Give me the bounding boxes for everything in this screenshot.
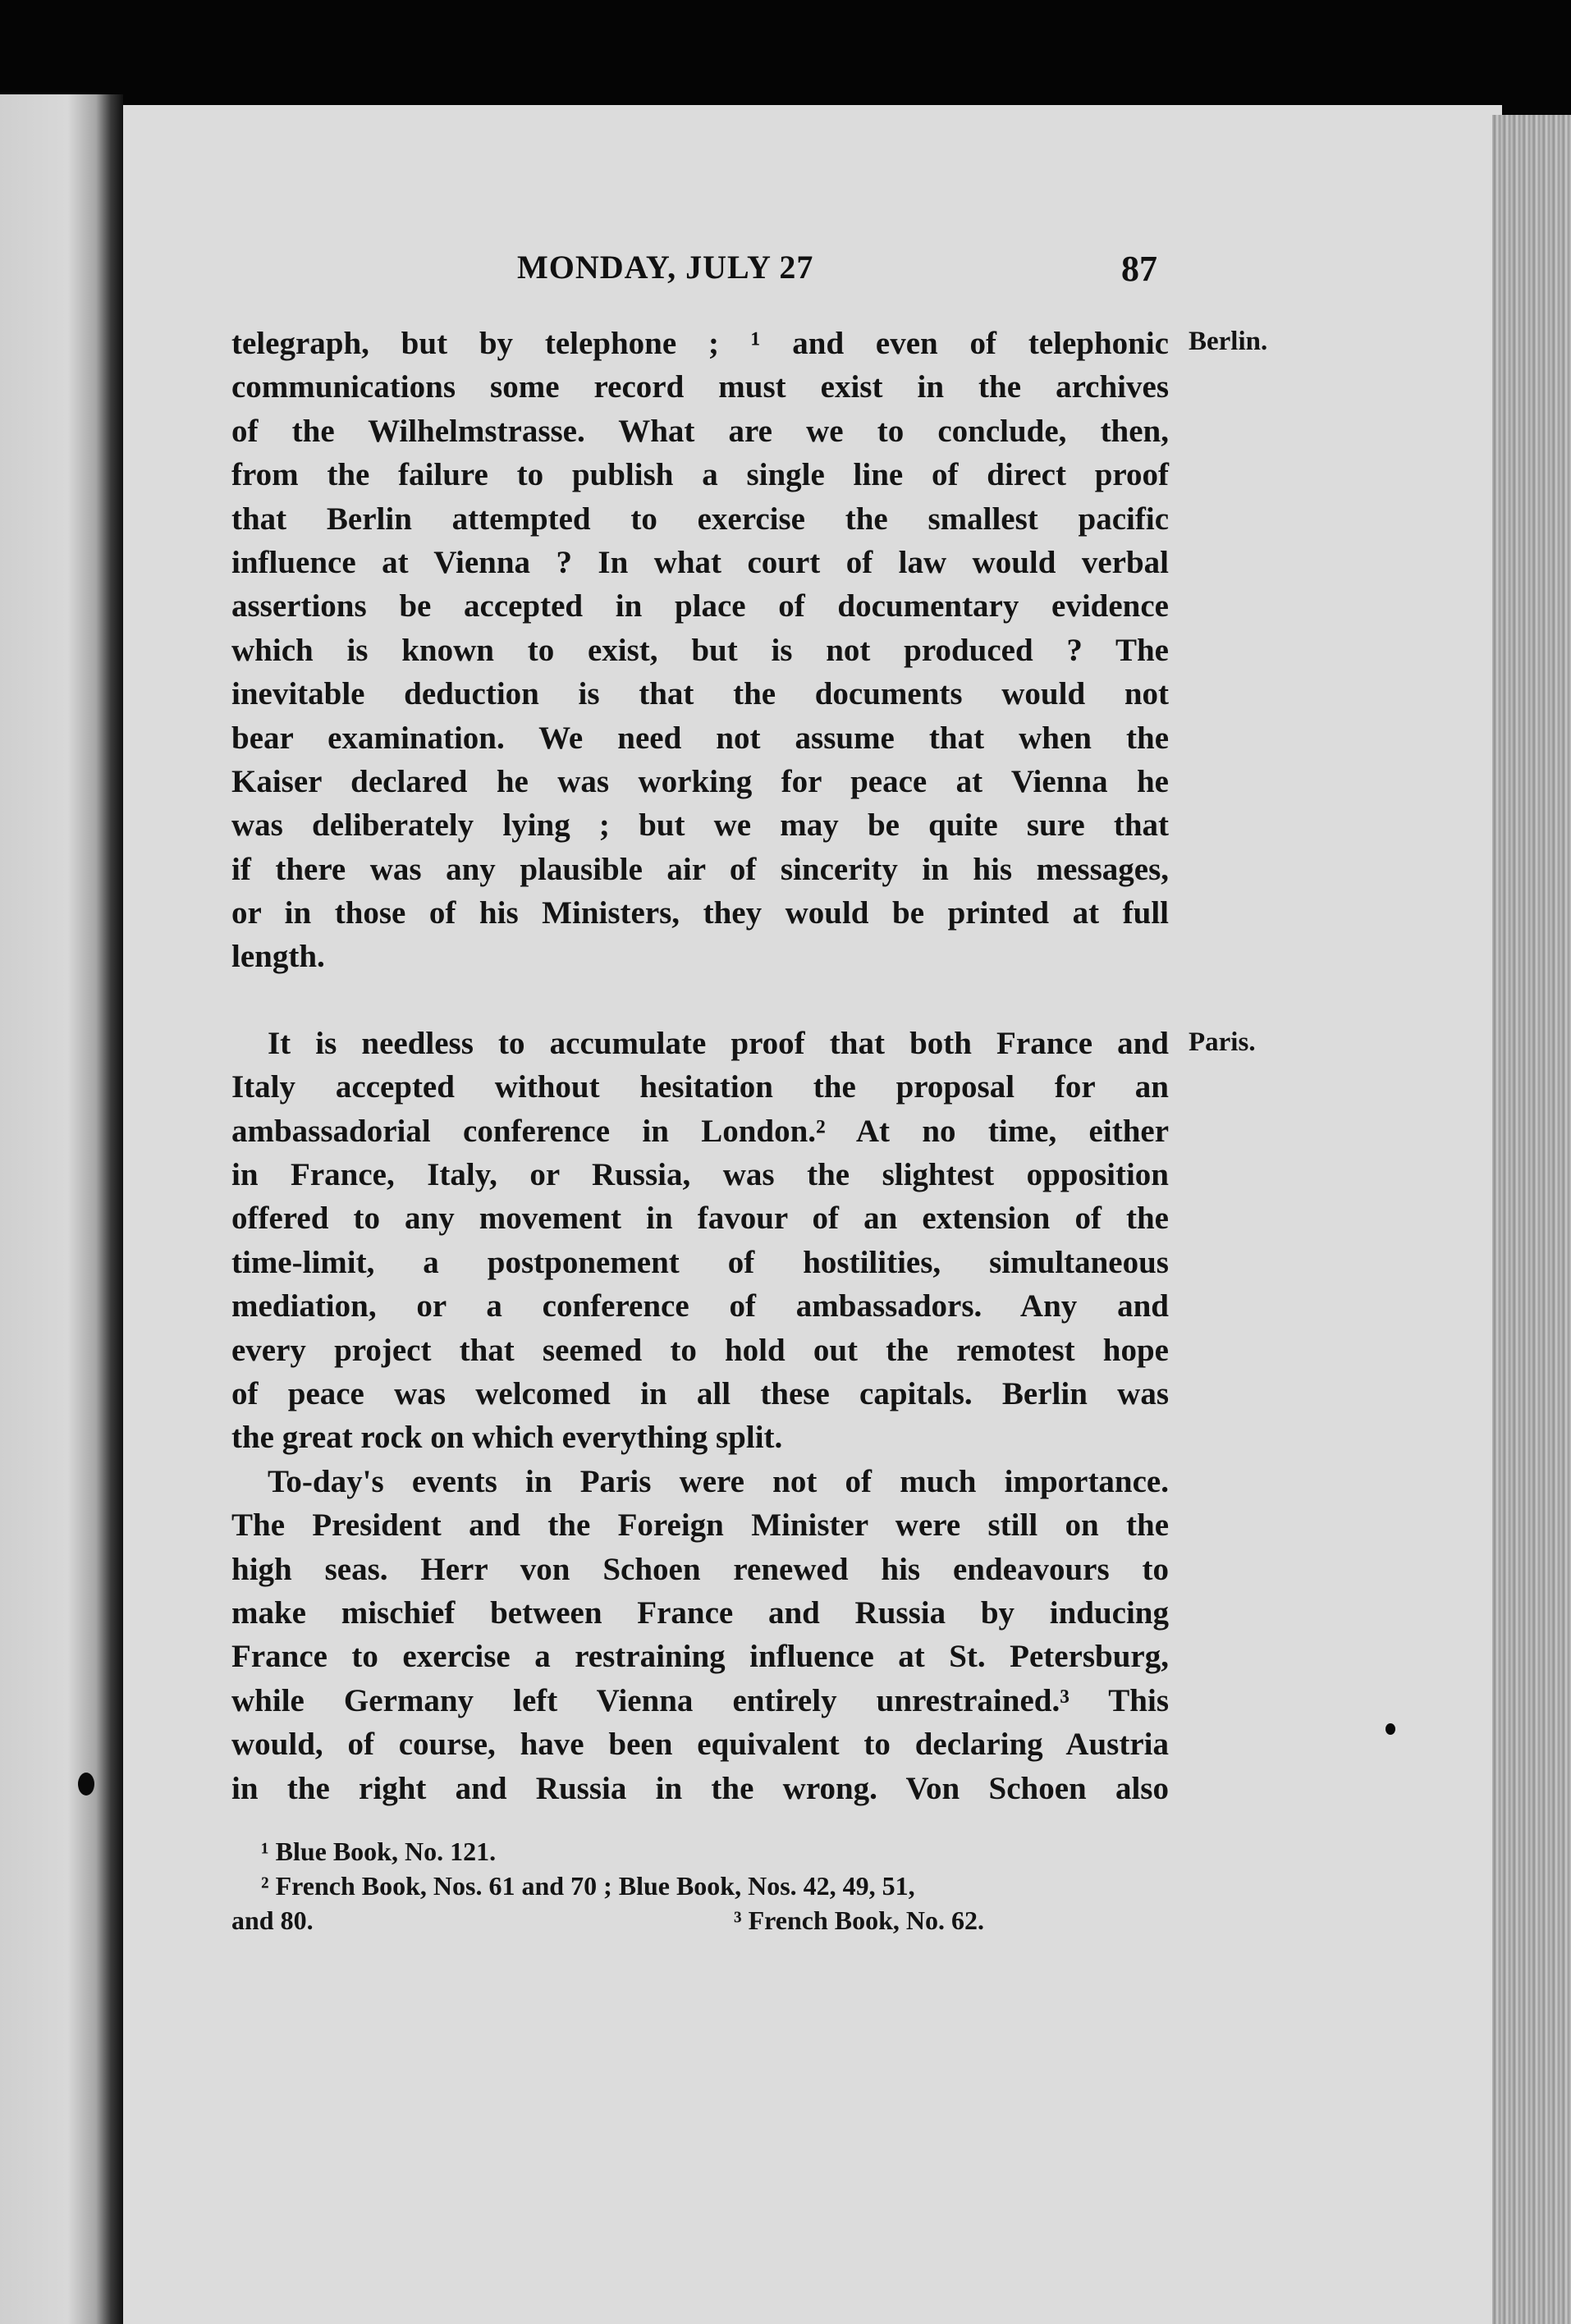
text-line: that Berlin attempted to exercise the smallest pacific (231, 501, 1169, 537)
footnote-row (231, 1903, 1122, 1937)
running-head (517, 248, 1157, 305)
text-line: bear examination. We need not assume that when the (231, 720, 1169, 756)
text-line: in France, Italy, or Russia, was the slightest opposition (231, 1157, 1169, 1193)
text-line: It is needless to accumulate proof that both France and (268, 1025, 1169, 1061)
text-line: in the right and Russia in the wrong. Von Schoen also (231, 1770, 1169, 1806)
paragraph-1 (231, 322, 1169, 979)
text-line: telegraph, but by telephone ; ¹ and even of telephonic (231, 326, 1169, 361)
text-line: high seas. Herr von Schoen renewed his endeavours to (231, 1551, 1169, 1587)
text-line: was deliberately lying ; but we may be quite sure that (231, 807, 1169, 844)
text-line: make mischief between France and Russia by inducing (231, 1594, 1169, 1631)
text-line: Kaiser declared he was working for peace at Vienna he (231, 763, 1169, 799)
left-page-edge (0, 94, 123, 2324)
text-line: ambassadorial conference in London.² At no time, either (231, 1113, 1169, 1149)
paragraph-2 (231, 1022, 1169, 1460)
paragraph-3 (231, 1460, 1169, 1810)
text-line: assertions be accepted in place of documentary evidence (231, 588, 1169, 624)
text-line: while Germany left Vienna entirely unrestrained.³ This (231, 1682, 1169, 1718)
text-line: every project that seemed to hold out the remotest hope (231, 1332, 1169, 1368)
running-head-title: MONDAY, JULY 27 (517, 249, 814, 286)
margin-note-paris: Paris. (1189, 1027, 1256, 1057)
text-line: if there was any plausible air of sincerity in his messages, (231, 851, 1169, 887)
text-line: communications some record must exist in the archives (231, 369, 1169, 405)
text-line: The President and the Foreign Minister were still on the (231, 1507, 1169, 1544)
binding-hole-mark (78, 1773, 94, 1796)
text-line: Italy accepted without hesitation the proposal for an (231, 1069, 1169, 1105)
text-line: To-day's events in Paris were not of much importance. (268, 1463, 1169, 1499)
text-line: influence at Vienna ? In what court of law would verbal (231, 544, 1169, 580)
paragraph-gap (231, 979, 1169, 1022)
footnotes (231, 1834, 1122, 1937)
text-line: the great rock on which everything split. (231, 1420, 783, 1456)
page-fore-edge (1492, 115, 1571, 2324)
footnote-3: ³ French Book, No. 62. (734, 1905, 985, 1935)
text-line: time-limit, a postponement of hostilities, simultaneous (231, 1244, 1169, 1280)
text-line: inevitable deduction is that the documents would not (231, 676, 1169, 712)
text-line: or in those of his Ministers, they would be printed at full (231, 895, 1169, 931)
footnote-2-continuation: and 80. (231, 1905, 314, 1935)
text-line: France to exercise a restraining influence at St. Petersburg, (231, 1639, 1169, 1675)
text-line: of peace was welcomed in all these capitals. Berlin was (231, 1375, 1169, 1411)
text-line: would, of course, have been equivalent to declaring Austria (231, 1727, 1169, 1763)
text-line: offered to any movement in favour of an extension of the (231, 1201, 1169, 1237)
text-line: from the failure to publish a single line of direct proof (231, 457, 1169, 493)
margin-note-berlin: Berlin. (1189, 327, 1268, 356)
body-text (231, 322, 1169, 1810)
text-line: which is known to exist, but is not produced ? The (231, 632, 1169, 668)
text-line: length. (231, 939, 325, 975)
text-line: mediation, or a conference of ambassadors. Any and (231, 1288, 1169, 1324)
footnote-2: ² French Book, Nos. 61 and 70 ; Blue Book, Nos. 42, 49, 51, (261, 1871, 915, 1901)
ink-speck (1386, 1723, 1395, 1735)
page-number: 87 (1121, 249, 1157, 289)
footnote-1: ¹ Blue Book, No. 121. (261, 1837, 497, 1866)
text-line: of the Wilhelmstrasse. What are we to conclude, then, (231, 413, 1169, 449)
